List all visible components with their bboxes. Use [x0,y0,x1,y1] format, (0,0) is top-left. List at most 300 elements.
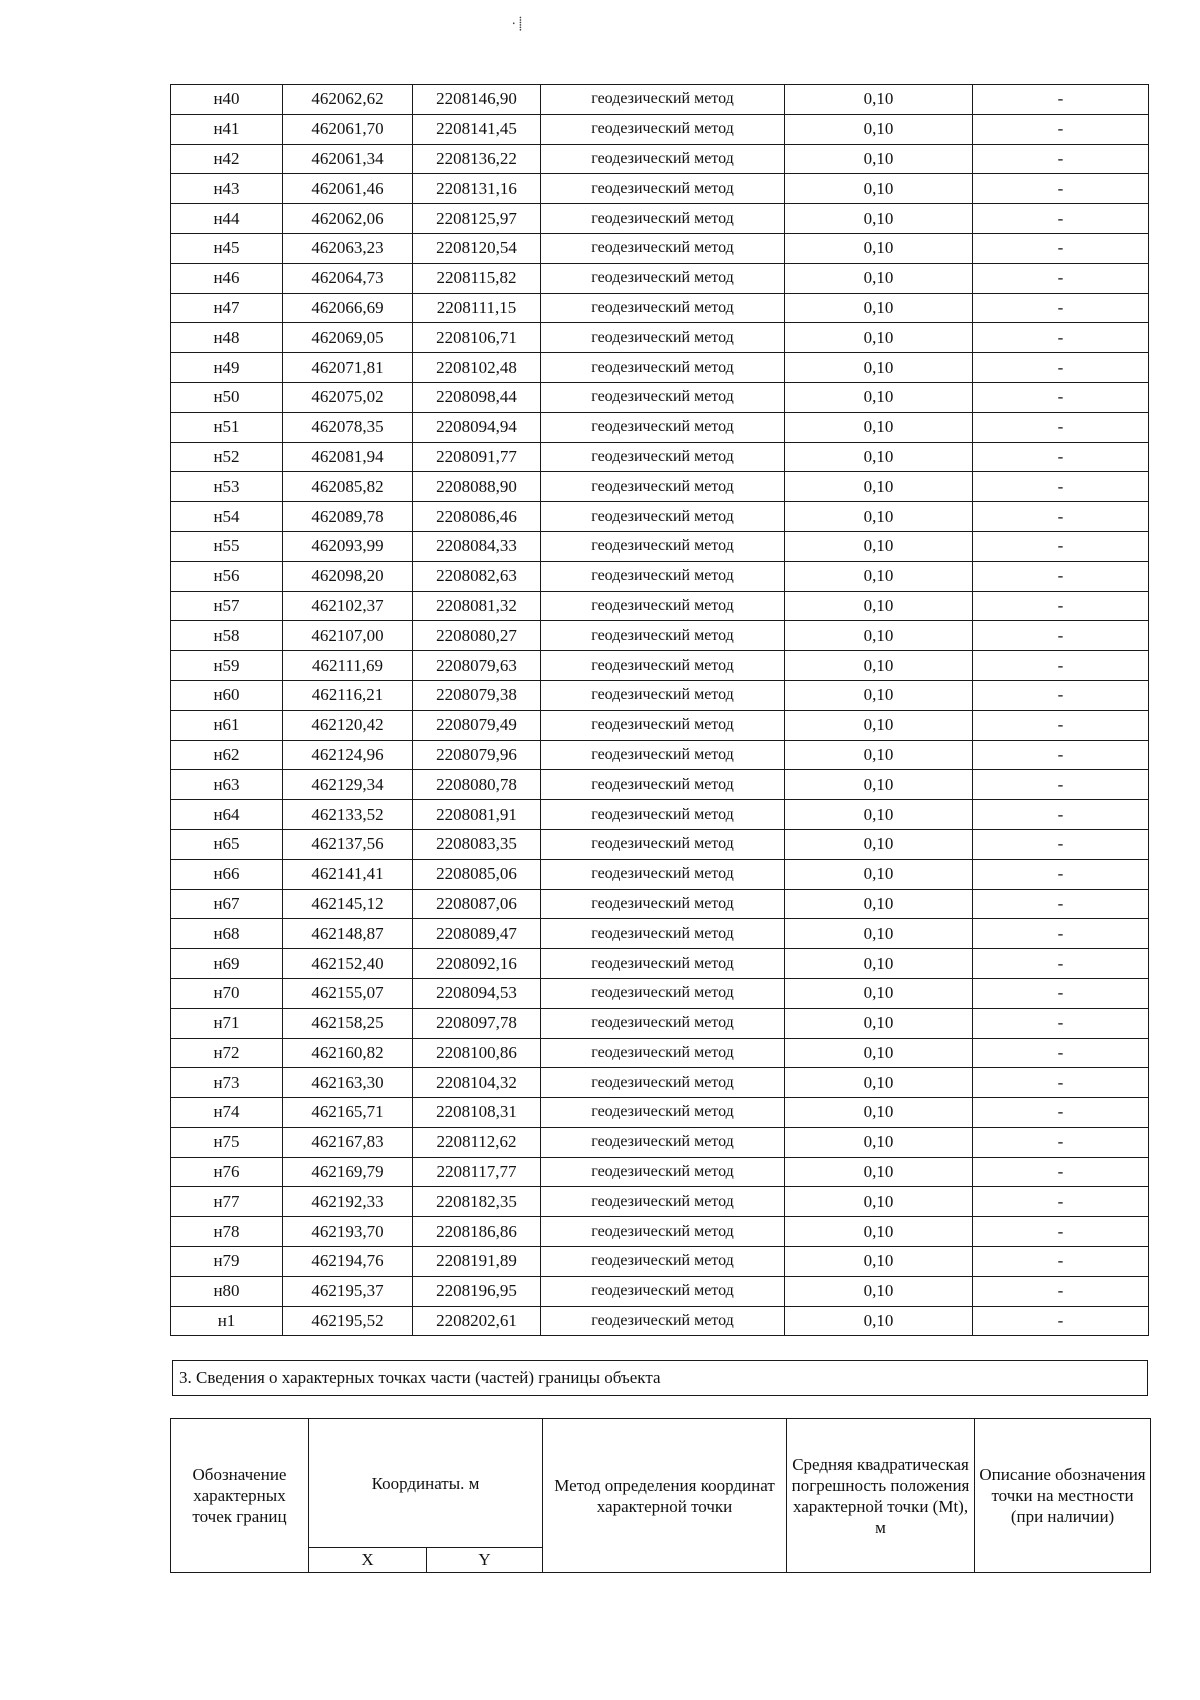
error-cell: 0,10 [785,204,973,234]
error-cell: 0,10 [785,233,973,263]
table-row [171,889,1149,919]
point-id-cell: н49 [171,353,283,383]
error-cell: 0,10 [785,621,973,651]
coord-x-cell: 462063,23 [283,233,413,263]
description-cell: - [973,382,1149,412]
table-row [171,800,1149,830]
description-cell: - [973,561,1149,591]
description-cell: - [973,800,1149,830]
method-cell: геодезический метод [541,949,785,979]
coord-x-cell: 462098,20 [283,561,413,591]
description-cell: - [973,204,1149,234]
point-id-cell: н41 [171,114,283,144]
method-cell: геодезический метод [541,323,785,353]
description-cell: - [973,442,1149,472]
header-designation: Обозначение характерных точек границ [171,1419,309,1573]
point-id-cell: н58 [171,621,283,651]
point-id-cell: н46 [171,263,283,293]
point-id-cell: н78 [171,1217,283,1247]
method-cell: геодезический метод [541,1276,785,1306]
table-row [171,859,1149,889]
error-cell: 0,10 [785,919,973,949]
description-cell: - [973,919,1149,949]
coord-x-cell: 462089,78 [283,502,413,532]
table-row [171,323,1149,353]
coord-x-cell: 462152,40 [283,949,413,979]
description-cell: - [973,233,1149,263]
method-cell: геодезический метод [541,502,785,532]
description-cell: - [973,651,1149,681]
error-cell: 0,10 [785,1306,973,1336]
point-id-cell: н42 [171,144,283,174]
description-cell: - [973,1306,1149,1336]
method-cell: геодезический метод [541,1247,785,1277]
coord-y-cell: 2208086,46 [413,502,541,532]
coord-x-cell: 462061,70 [283,114,413,144]
header-y: Y [427,1548,543,1573]
point-id-cell: н64 [171,800,283,830]
point-id-cell: н70 [171,978,283,1008]
coord-x-cell: 462075,02 [283,382,413,412]
description-cell: - [973,293,1149,323]
coord-x-cell: 462069,05 [283,323,413,353]
point-id-cell: н79 [171,1247,283,1277]
table-row [171,1098,1149,1128]
coord-x-cell: 462169,79 [283,1157,413,1187]
table-row [171,770,1149,800]
table-row [171,740,1149,770]
point-id-cell: н74 [171,1098,283,1128]
error-cell: 0,10 [785,1068,973,1098]
coord-x-cell: 462137,56 [283,829,413,859]
coord-y-cell: 2208079,63 [413,651,541,681]
table-row [171,919,1149,949]
method-cell: геодезический метод [541,442,785,472]
table-row [171,382,1149,412]
coord-x-cell: 462107,00 [283,621,413,651]
point-id-cell: н60 [171,680,283,710]
coord-y-cell: 2208080,78 [413,770,541,800]
description-cell: - [973,740,1149,770]
table-row [171,978,1149,1008]
coord-y-cell: 2208085,06 [413,859,541,889]
error-cell: 0,10 [785,1276,973,1306]
table-row [171,680,1149,710]
coord-y-cell: 2208141,45 [413,114,541,144]
error-cell: 0,10 [785,1008,973,1038]
description-cell: - [973,1127,1149,1157]
header-row-main [171,1419,1151,1548]
coord-y-cell: 2208083,35 [413,829,541,859]
point-id-cell: н73 [171,1068,283,1098]
table-row [171,442,1149,472]
point-id-cell: н44 [171,204,283,234]
method-cell: геодезический метод [541,1127,785,1157]
coord-x-cell: 462133,52 [283,800,413,830]
error-cell: 0,10 [785,85,973,115]
header-coordinates: Координаты. м [309,1419,543,1548]
table-row [171,1068,1149,1098]
coord-y-cell: 2208104,32 [413,1068,541,1098]
description-cell: - [973,263,1149,293]
coord-y-cell: 2208081,32 [413,591,541,621]
method-cell: геодезический метод [541,412,785,442]
coord-y-cell: 2208082,63 [413,561,541,591]
table-row [171,1276,1149,1306]
method-cell: геодезический метод [541,740,785,770]
coord-y-cell: 2208094,53 [413,978,541,1008]
error-cell: 0,10 [785,1157,973,1187]
method-cell: геодезический метод [541,204,785,234]
point-id-cell: н69 [171,949,283,979]
coord-y-cell: 2208186,86 [413,1217,541,1247]
page-corner-mark: ⸱ ⸽ [512,16,523,31]
coord-x-cell: 462194,76 [283,1247,413,1277]
point-id-cell: н45 [171,233,283,263]
coord-y-cell: 2208079,96 [413,740,541,770]
method-cell: геодезический метод [541,353,785,383]
point-id-cell: н71 [171,1008,283,1038]
point-id-cell: н55 [171,531,283,561]
method-cell: геодезический метод [541,531,785,561]
table-row [171,829,1149,859]
coord-x-cell: 462061,34 [283,144,413,174]
coord-x-cell: 462165,71 [283,1098,413,1128]
table-row [171,1217,1149,1247]
error-cell: 0,10 [785,263,973,293]
method-cell: геодезический метод [541,85,785,115]
coordinates-table [170,84,1149,1336]
description-cell: - [973,829,1149,859]
description-cell: - [973,1098,1149,1128]
error-cell: 0,10 [785,502,973,532]
error-cell: 0,10 [785,800,973,830]
coord-y-cell: 2208196,95 [413,1276,541,1306]
header-x: X [309,1548,427,1573]
method-cell: геодезический метод [541,1008,785,1038]
coord-y-cell: 2208112,62 [413,1127,541,1157]
coord-x-cell: 462116,21 [283,680,413,710]
table-row [171,204,1149,234]
error-cell: 0,10 [785,591,973,621]
method-cell: геодезический метод [541,174,785,204]
coord-x-cell: 462148,87 [283,919,413,949]
description-cell: - [973,949,1149,979]
table-row [171,174,1149,204]
coord-x-cell: 462195,52 [283,1306,413,1336]
description-cell: - [973,889,1149,919]
method-cell: геодезический метод [541,710,785,740]
coord-y-cell: 2208084,33 [413,531,541,561]
error-cell: 0,10 [785,412,973,442]
error-cell: 0,10 [785,382,973,412]
description-cell: - [973,472,1149,502]
coord-x-cell: 462129,34 [283,770,413,800]
point-id-cell: н77 [171,1187,283,1217]
method-cell: геодезический метод [541,1068,785,1098]
method-cell: геодезический метод [541,770,785,800]
coord-x-cell: 462193,70 [283,1217,413,1247]
description-cell: - [973,621,1149,651]
error-cell: 0,10 [785,889,973,919]
method-cell: геодезический метод [541,919,785,949]
error-cell: 0,10 [785,531,973,561]
method-cell: геодезический метод [541,561,785,591]
description-cell: - [973,770,1149,800]
coord-y-cell: 2208080,27 [413,621,541,651]
method-cell: геодезический метод [541,591,785,621]
coord-y-cell: 2208115,82 [413,263,541,293]
table-row [171,949,1149,979]
description-cell: - [973,1068,1149,1098]
coord-x-cell: 462192,33 [283,1187,413,1217]
point-id-cell: н80 [171,1276,283,1306]
description-cell: - [973,680,1149,710]
method-cell: геодезический метод [541,144,785,174]
description-cell: - [973,1038,1149,1068]
table-row [171,621,1149,651]
method-cell: геодезический метод [541,889,785,919]
method-cell: геодезический метод [541,382,785,412]
error-cell: 0,10 [785,472,973,502]
point-id-cell: н56 [171,561,283,591]
point-id-cell: н63 [171,770,283,800]
table-row [171,233,1149,263]
section-3-header-table [170,1418,1151,1573]
table-row [171,412,1149,442]
coord-x-cell: 462085,82 [283,472,413,502]
table-row [171,144,1149,174]
description-cell: - [973,323,1149,353]
coord-x-cell: 462081,94 [283,442,413,472]
coord-x-cell: 462120,42 [283,710,413,740]
point-id-cell: н68 [171,919,283,949]
coord-y-cell: 2208088,90 [413,472,541,502]
coord-x-cell: 462102,37 [283,591,413,621]
error-cell: 0,10 [785,323,973,353]
header-method: Метод определения координат характерной точки [543,1419,787,1573]
error-cell: 0,10 [785,1098,973,1128]
description-cell: - [973,859,1149,889]
description-cell: - [973,710,1149,740]
error-cell: 0,10 [785,174,973,204]
coord-y-cell: 2208191,89 [413,1247,541,1277]
coord-y-cell: 2208125,97 [413,204,541,234]
error-cell: 0,10 [785,680,973,710]
coord-x-cell: 462064,73 [283,263,413,293]
point-id-cell: н62 [171,740,283,770]
table-row [171,1038,1149,1068]
table-row [171,1008,1149,1038]
point-id-cell: н72 [171,1038,283,1068]
table-row [171,1127,1149,1157]
coord-y-cell: 2208100,86 [413,1038,541,1068]
coord-x-cell: 462071,81 [283,353,413,383]
coordinates-table-body [171,85,1149,1336]
coord-y-cell: 2208098,44 [413,382,541,412]
error-cell: 0,10 [785,144,973,174]
method-cell: геодезический метод [541,263,785,293]
coord-x-cell: 462061,46 [283,174,413,204]
coord-x-cell: 462195,37 [283,1276,413,1306]
description-cell: - [973,978,1149,1008]
point-id-cell: н48 [171,323,283,353]
error-cell: 0,10 [785,1187,973,1217]
method-cell: геодезический метод [541,472,785,502]
coord-y-cell: 2208117,77 [413,1157,541,1187]
point-id-cell: н53 [171,472,283,502]
point-id-cell: н66 [171,859,283,889]
method-cell: геодезический метод [541,1038,785,1068]
method-cell: геодезический метод [541,680,785,710]
description-cell: - [973,1187,1149,1217]
point-id-cell: н65 [171,829,283,859]
coord-y-cell: 2208108,31 [413,1098,541,1128]
header-error: Средняя квадратическая погрешность положения характерной точки (Mt), м [787,1419,975,1573]
error-cell: 0,10 [785,1038,973,1068]
table-row [171,472,1149,502]
error-cell: 0,10 [785,978,973,1008]
point-id-cell: н76 [171,1157,283,1187]
coord-y-cell: 2208111,15 [413,293,541,323]
method-cell: геодезический метод [541,621,785,651]
coord-y-cell: 2208081,91 [413,800,541,830]
method-cell: геодезический метод [541,1187,785,1217]
method-cell: геодезический метод [541,114,785,144]
point-id-cell: н52 [171,442,283,472]
coord-y-cell: 2208089,47 [413,919,541,949]
method-cell: геодезический метод [541,829,785,859]
error-cell: 0,10 [785,353,973,383]
point-id-cell: н59 [171,651,283,681]
coord-y-cell: 2208131,16 [413,174,541,204]
table-row [171,561,1149,591]
table-row [171,353,1149,383]
table-row [171,114,1149,144]
method-cell: геодезический метод [541,978,785,1008]
point-id-cell: н40 [171,85,283,115]
coord-y-cell: 2208182,35 [413,1187,541,1217]
error-cell: 0,10 [785,114,973,144]
coord-y-cell: 2208092,16 [413,949,541,979]
coord-x-cell: 462078,35 [283,412,413,442]
coord-x-cell: 462066,69 [283,293,413,323]
table-row [171,263,1149,293]
coord-x-cell: 462124,96 [283,740,413,770]
coord-y-cell: 2208136,22 [413,144,541,174]
description-cell: - [973,85,1149,115]
coord-y-cell: 2208102,48 [413,353,541,383]
error-cell: 0,10 [785,710,973,740]
description-cell: - [973,353,1149,383]
error-cell: 0,10 [785,949,973,979]
description-cell: - [973,114,1149,144]
coord-x-cell: 462158,25 [283,1008,413,1038]
error-cell: 0,10 [785,561,973,591]
error-cell: 0,10 [785,740,973,770]
method-cell: геодезический метод [541,1157,785,1187]
error-cell: 0,10 [785,1247,973,1277]
coord-y-cell: 2208202,61 [413,1306,541,1336]
method-cell: геодезический метод [541,859,785,889]
point-id-cell: н67 [171,889,283,919]
table-row [171,502,1149,532]
error-cell: 0,10 [785,293,973,323]
coord-x-cell: 462145,12 [283,889,413,919]
point-id-cell: н61 [171,710,283,740]
point-id-cell: н75 [171,1127,283,1157]
point-id-cell: н54 [171,502,283,532]
description-cell: - [973,1157,1149,1187]
coord-y-cell: 2208146,90 [413,85,541,115]
coord-x-cell: 462167,83 [283,1127,413,1157]
point-id-cell: н51 [171,412,283,442]
table-row [171,710,1149,740]
coord-y-cell: 2208106,71 [413,323,541,353]
coord-y-cell: 2208094,94 [413,412,541,442]
error-cell: 0,10 [785,1127,973,1157]
method-cell: геодезический метод [541,800,785,830]
method-cell: геодезический метод [541,1098,785,1128]
coord-x-cell: 462062,06 [283,204,413,234]
error-cell: 0,10 [785,859,973,889]
table-row [171,1187,1149,1217]
point-id-cell: н50 [171,382,283,412]
error-cell: 0,10 [785,829,973,859]
method-cell: геодезический метод [541,1217,785,1247]
method-cell: геодезический метод [541,293,785,323]
coord-x-cell: 462111,69 [283,651,413,681]
coord-y-cell: 2208087,06 [413,889,541,919]
coord-x-cell: 462062,62 [283,85,413,115]
table-row [171,1306,1149,1336]
description-cell: - [973,591,1149,621]
point-id-cell: н1 [171,1306,283,1336]
table-row [171,531,1149,561]
coord-y-cell: 2208120,54 [413,233,541,263]
coord-y-cell: 2208079,38 [413,680,541,710]
method-cell: геодезический метод [541,233,785,263]
method-cell: геодезический метод [541,651,785,681]
description-cell: - [973,502,1149,532]
coord-x-cell: 462141,41 [283,859,413,889]
error-cell: 0,10 [785,1217,973,1247]
table-row [171,651,1149,681]
coord-x-cell: 462163,30 [283,1068,413,1098]
table-row [171,85,1149,115]
table-row [171,293,1149,323]
coord-y-cell: 2208079,49 [413,710,541,740]
description-cell: - [973,1276,1149,1306]
description-cell: - [973,531,1149,561]
description-cell: - [973,1217,1149,1247]
table-row [171,591,1149,621]
description-cell: - [973,1247,1149,1277]
table-row [171,1247,1149,1277]
coord-y-cell: 2208097,78 [413,1008,541,1038]
coord-x-cell: 462160,82 [283,1038,413,1068]
header-description: Описание обозначения точки на местности (при наличии) [975,1419,1151,1573]
table-row [171,1157,1149,1187]
point-id-cell: н43 [171,174,283,204]
coord-x-cell: 462093,99 [283,531,413,561]
method-cell: геодезический метод [541,1306,785,1336]
section-3-heading: 3. Сведения о характерных точках части (частей) границы объекта [172,1360,1148,1396]
coord-y-cell: 2208091,77 [413,442,541,472]
description-cell: - [973,174,1149,204]
error-cell: 0,10 [785,770,973,800]
point-id-cell: н47 [171,293,283,323]
